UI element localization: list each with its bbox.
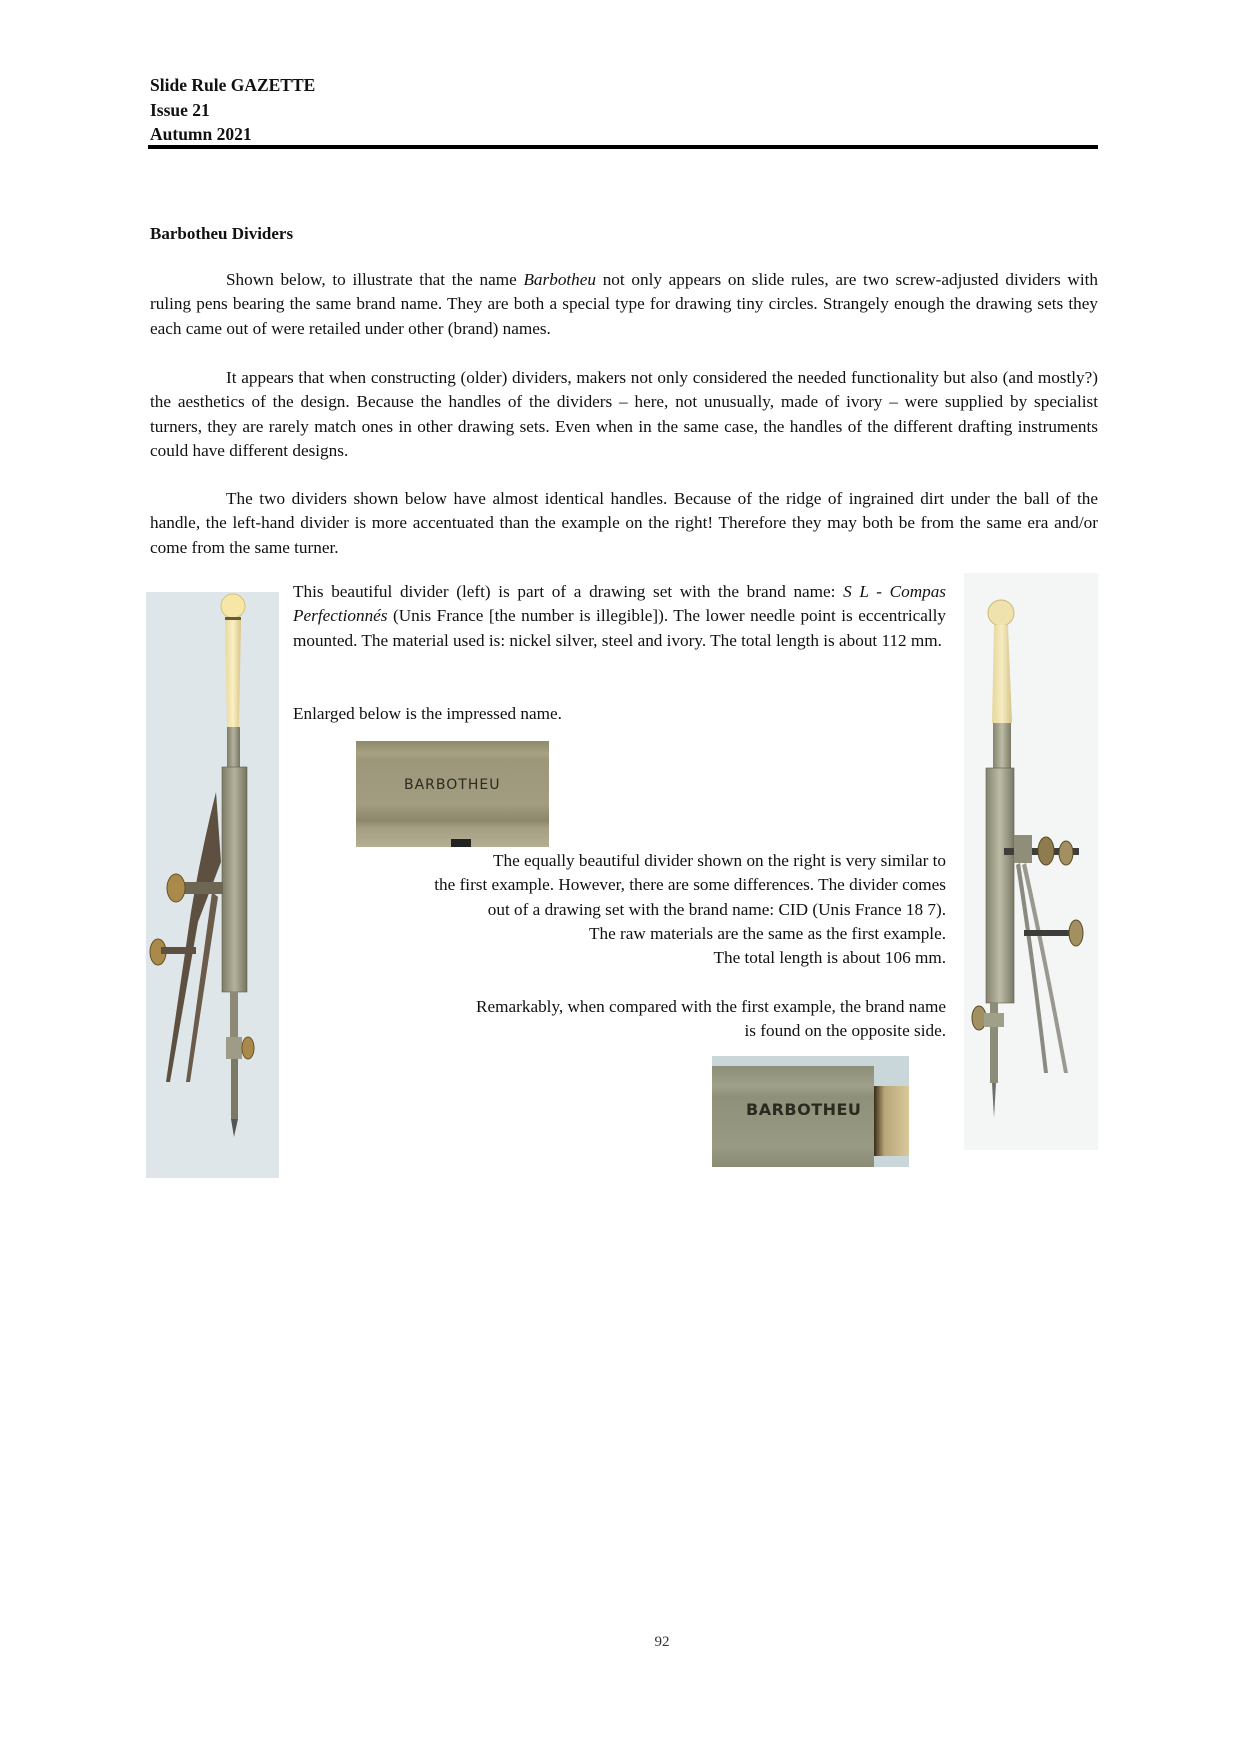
left-divider-photo xyxy=(146,592,279,1178)
right-divider-photo xyxy=(964,573,1098,1150)
brand-name-italic: Barbotheu xyxy=(523,270,596,289)
left-divider-illustration xyxy=(146,592,279,1178)
left-desc-text: This beautiful divider (left) is part of a drawing set with the brand name: xyxy=(293,582,844,601)
paragraph-3: The two dividers shown below have almost identical handles. Because of the ridge of ingrained dirt under the ball of the handle, the left-hand divider is more accentuated than the example on the right! Therefore they may both be from the same era and/or come from the same turner. xyxy=(150,489,1098,557)
paragraph-2: It appears that when constructing (older) dividers, makers not only considered the needed functionality but also (and mostly?) the aesthetics of the design. Because the handles of the dividers – here, not unusually, made of ivory – were supplied by specialist turners, they are rarely match ones in other drawing sets. Even when in the same case, the handles of the different drafting instruments could have different designs. xyxy=(150,368,1098,460)
remark-line: Remarkably, when compared with the first example, the brand name xyxy=(476,997,946,1016)
remark xyxy=(293,995,946,1044)
left-divider-description xyxy=(293,580,946,653)
page-number: 92 xyxy=(654,1634,670,1650)
right-divider-description xyxy=(293,849,946,970)
stamp-text-left: BARBOTHEU xyxy=(404,777,501,793)
right-desc-line: the first example. However, there are some differences. The divider comes xyxy=(434,875,946,895)
stamp-shadow xyxy=(451,839,471,847)
header-rule xyxy=(148,145,1098,149)
right-desc-line: out of a drawing set with the brand name: CID (Unis France 18 7). xyxy=(487,899,946,919)
article-heading: Barbotheu Dividers xyxy=(150,224,294,243)
issue-number: Issue 21 xyxy=(150,100,210,120)
paragraph-1 xyxy=(150,268,1098,341)
impressed-name-photo-right xyxy=(712,1056,909,1167)
journal-title: Slide Rule GAZETTE xyxy=(150,75,316,95)
issue-season: Autumn 2021 xyxy=(150,124,252,144)
left-desc-text-rest: (Unis France [the number is illegible]). The lower needle point is eccentrically mounted. The material used is: nickel silver, steel and ivory. The total length is about 112 mm. xyxy=(293,606,946,650)
remark-line: is found on the opposite side. xyxy=(744,1021,946,1041)
p1-text-rest: not only appears on slide rules, are two screw-adjusted dividers with ruling pens bearing the same brand name. They are both a special type for drawing tiny circles. Strangely enough the drawing sets they each came out of were retailed under other (brand) names. xyxy=(150,270,1098,338)
enlarged-caption: Enlarged below is the impressed name. xyxy=(293,704,562,723)
right-divider-illustration xyxy=(964,573,1098,1150)
right-desc-line: The equally beautiful divider shown on the right is very similar to xyxy=(493,851,946,870)
set-brand-italic: S L - Compas Perfectionnés xyxy=(293,582,946,626)
right-desc-line: The raw materials are the same as the first example. xyxy=(589,923,946,943)
p1-text: Shown below, to illustrate that the name xyxy=(226,270,524,289)
stamp-text-right: BARBOTHEU xyxy=(746,1100,862,1119)
stamp-handle-end xyxy=(874,1086,909,1156)
right-desc-line: The total length is about 106 mm. xyxy=(713,948,946,968)
impressed-name-photo-left xyxy=(356,741,549,847)
